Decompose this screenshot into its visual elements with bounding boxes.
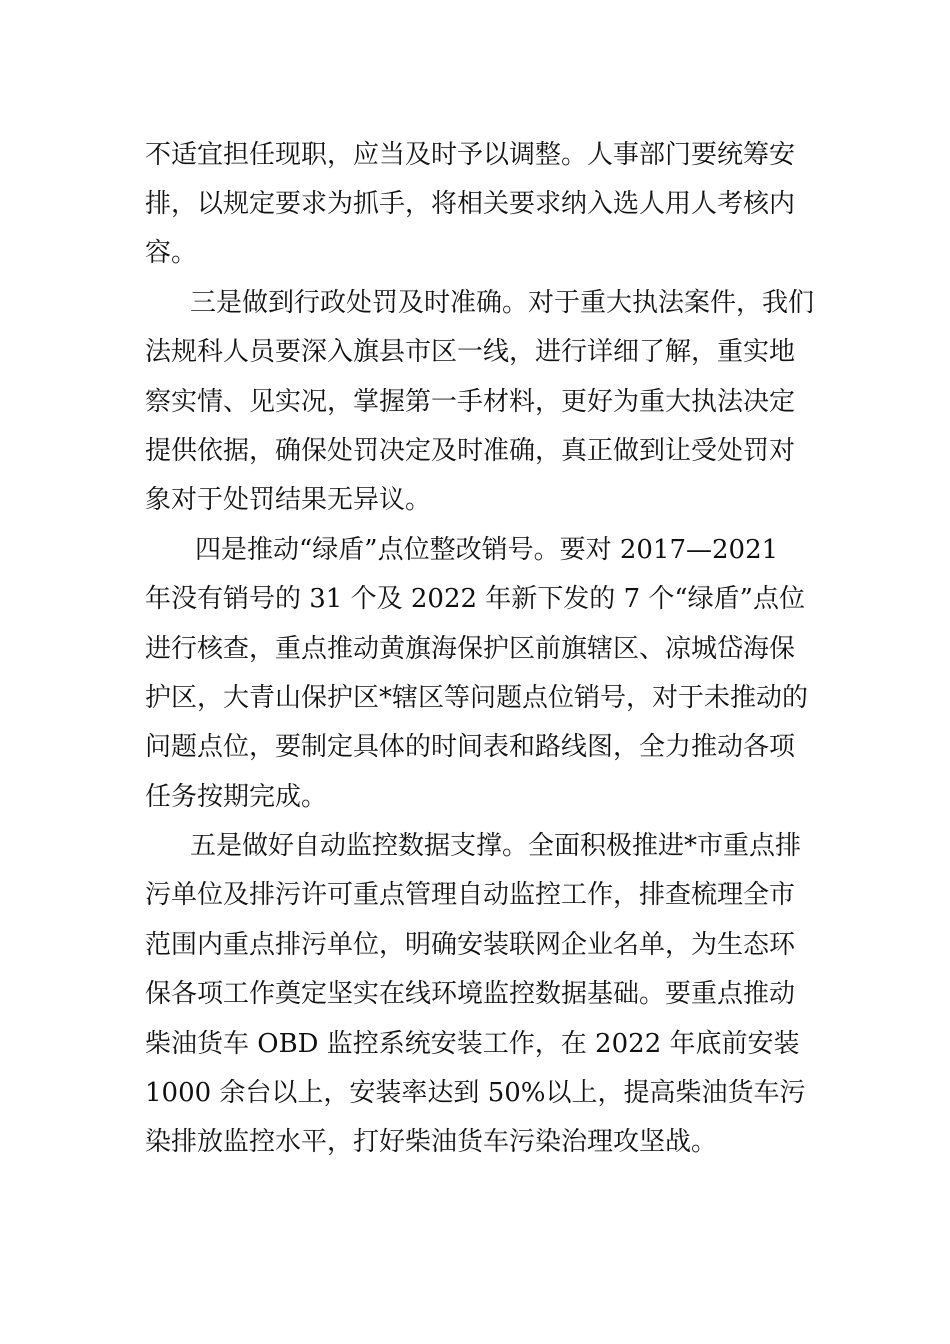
- paragraph-line: 察实情、见实况，掌握第一手材料，更好为重大执法决定: [145, 387, 796, 417]
- paragraph-line: 排，以规定要求为抓手，将相关要求纳入选人用人考核内: [145, 189, 796, 219]
- paragraph-line: 保各项工作奠定坚实在线环境监控数据基础。要重点推动: [145, 979, 796, 1009]
- paragraph-line: 问题点位，要制定具体的时间表和路线图，全力推动各项: [145, 732, 796, 762]
- paragraph-line: 提供依据，确保处罚决定及时准确，真正做到让受处罚对: [145, 436, 796, 466]
- paragraph-line: 法规科人员要深入旗县市区一线，进行详细了解，重实地: [145, 337, 796, 367]
- paragraph-line: 护区，大青山保护区*辖区等问题点位销号，对于未推动的: [145, 683, 809, 713]
- paragraph-line: 污单位及排污许可重点管理自动监控工作，排查梳理全市: [145, 880, 796, 910]
- paragraph-first-line: 五是做好自动监控数据支撑。全面积极推进*市重点排: [190, 831, 802, 861]
- paragraph-line: 不适宜担任现职，应当及时予以调整。人事部门要统筹安: [145, 140, 796, 170]
- paragraph-first-line: 四是推动“绿盾”点位整改销号。要对 2017—2021: [195, 535, 779, 565]
- paragraph-first-line: 三是做到行政处罚及时准确。对于重大执法案件，我们: [190, 288, 815, 318]
- paragraph-line: 年没有销号的 31 个及 2022 年新下发的 7 个“绿盾”点位: [145, 584, 805, 614]
- paragraph-line: 任务按期完成。: [145, 782, 328, 812]
- paragraph-line: 柴油货车 OBD 监控系统安装工作，在 2022 年底前安装: [145, 1029, 800, 1059]
- paragraph-line: 1000 余台以上，安装率达到 50%以上，提高柴油货车污: [145, 1078, 806, 1108]
- paragraph-line: 容。: [145, 238, 198, 268]
- paragraph-line: 象对于处罚结果无异议。: [145, 485, 432, 515]
- paragraph-line: 范围内重点排污单位，明确安装联网企业名单，为生态环: [145, 930, 796, 960]
- paragraph-line: 进行核查，重点推动黄旗海保护区前旗辖区、凉城岱海保: [145, 634, 796, 664]
- paragraph-line: 染排放监控水平，打好柴油货车污染治理攻坚战。: [145, 1127, 718, 1157]
